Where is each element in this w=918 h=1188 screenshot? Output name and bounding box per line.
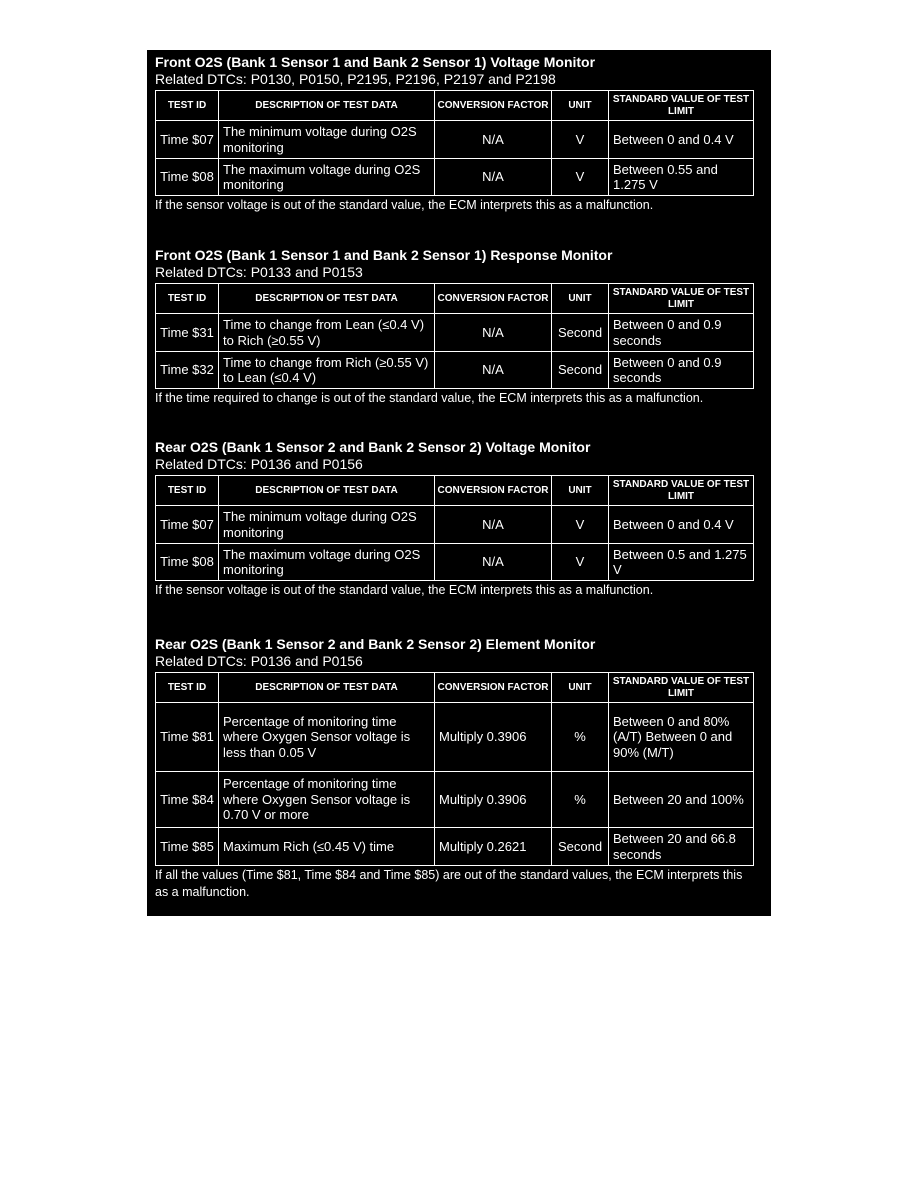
header-conversion-factor: CONVERSION FACTOR [435, 673, 552, 703]
related-dtcs: Related DTCs: P0136 and P0156 [155, 653, 363, 669]
cell-unit: Second [552, 828, 609, 866]
cell-factor: Multiply 0.2621 [435, 828, 552, 866]
cell-description: Time to change from Rich (≥0.55 V) to Lean (≤0.4 V) [219, 352, 435, 389]
table-row [156, 703, 754, 772]
header-unit: UNIT [552, 476, 609, 506]
table-header-row [156, 476, 754, 506]
cell-standard: Between 20 and 66.8 seconds [609, 828, 754, 866]
header-standard-value: STANDARD VALUE OF TEST LIMIT [609, 91, 754, 121]
document-panel [147, 50, 771, 916]
cell-test-id: Time $85 [156, 828, 219, 866]
cell-unit: V [552, 159, 609, 196]
header-test-id: TEST ID [156, 673, 219, 703]
related-dtcs: Related DTCs: P0133 and P0153 [155, 264, 363, 280]
cell-unit: V [552, 506, 609, 544]
table-row [156, 314, 754, 352]
cell-factor: N/A [435, 121, 552, 159]
cell-standard: Between 0 and 80% (A/T) Between 0 and 90% (M/T) [609, 703, 754, 772]
cell-description: The maximum voltage during O2S monitoring [219, 544, 435, 581]
cell-test-id: Time $84 [156, 772, 219, 828]
cell-unit: Second [552, 352, 609, 389]
table-row [156, 544, 754, 581]
cell-description: Percentage of monitoring time where Oxygen Sensor voltage is less than 0.05 V [219, 703, 435, 772]
malfunction-note: If all the values (Time $81, Time $84 and Time $85) are out of the standard values, the ECM interprets this as a malfunction. [155, 868, 743, 899]
malfunction-note: If the sensor voltage is out of the standard value, the ECM interprets this as a malfunction. [155, 583, 654, 597]
cell-unit: % [552, 703, 609, 772]
section-rear-element-monitor [155, 635, 753, 901]
section-title: Rear O2S (Bank 1 Sensor 2 and Bank 2 Sensor 2) Element Monitor [155, 636, 596, 652]
cell-description: Time to change from Lean (≤0.4 V) to Rich (≥0.55 V) [219, 314, 435, 352]
header-description: DESCRIPTION OF TEST DATA [219, 673, 435, 703]
test-data-table [155, 475, 754, 581]
section-title: Front O2S (Bank 1 Sensor 1 and Bank 2 Sensor 1) Voltage Monitor [155, 54, 596, 70]
cell-unit: Second [552, 314, 609, 352]
cell-standard: Between 0 and 0.9 seconds [609, 352, 754, 389]
cell-factor: N/A [435, 352, 552, 389]
cell-factor: N/A [435, 159, 552, 196]
malfunction-note: If the sensor voltage is out of the standard value, the ECM interprets this as a malfunction. [155, 198, 654, 212]
cell-factor: N/A [435, 544, 552, 581]
cell-test-id: Time $07 [156, 506, 219, 544]
header-conversion-factor: CONVERSION FACTOR [435, 476, 552, 506]
header-test-id: TEST ID [156, 91, 219, 121]
cell-unit: V [552, 544, 609, 581]
section-front-voltage-monitor [155, 53, 753, 214]
header-conversion-factor: CONVERSION FACTOR [435, 91, 552, 121]
cell-factor: Multiply 0.3906 [435, 772, 552, 828]
cell-test-id: Time $07 [156, 121, 219, 159]
table-header-row [156, 91, 754, 121]
cell-description: The minimum voltage during O2S monitoring [219, 506, 435, 544]
cell-description: Maximum Rich (≤0.45 V) time [219, 828, 435, 866]
malfunction-note: If the time required to change is out of the standard value, the ECM interprets this as a malfunction. [155, 391, 704, 405]
header-standard-value: STANDARD VALUE OF TEST LIMIT [609, 476, 754, 506]
header-unit: UNIT [552, 673, 609, 703]
test-data-table [155, 672, 754, 866]
table-row [156, 352, 754, 389]
table-row [156, 121, 754, 159]
header-test-id: TEST ID [156, 284, 219, 314]
cell-standard: Between 20 and 100% [609, 772, 754, 828]
section-title: Rear O2S (Bank 1 Sensor 2 and Bank 2 Sensor 2) Voltage Monitor [155, 439, 591, 455]
header-description: DESCRIPTION OF TEST DATA [219, 284, 435, 314]
test-data-table [155, 283, 754, 389]
cell-standard: Between 0.55 and 1.275 V [609, 159, 754, 196]
cell-factor: N/A [435, 506, 552, 544]
cell-standard: Between 0 and 0.9 seconds [609, 314, 754, 352]
header-description: DESCRIPTION OF TEST DATA [219, 91, 435, 121]
header-description: DESCRIPTION OF TEST DATA [219, 476, 435, 506]
table-row [156, 772, 754, 828]
test-data-table [155, 90, 754, 196]
cell-test-id: Time $31 [156, 314, 219, 352]
section-front-response-monitor [155, 246, 753, 407]
section-title: Front O2S (Bank 1 Sensor 1 and Bank 2 Sensor 1) Response Monitor [155, 247, 613, 263]
header-standard-value: STANDARD VALUE OF TEST LIMIT [609, 284, 754, 314]
cell-factor: Multiply 0.3906 [435, 703, 552, 772]
header-standard-value: STANDARD VALUE OF TEST LIMIT [609, 673, 754, 703]
table-row [156, 159, 754, 196]
cell-description: The maximum voltage during O2S monitoring [219, 159, 435, 196]
table-row [156, 828, 754, 866]
cell-factor: N/A [435, 314, 552, 352]
cell-test-id: Time $32 [156, 352, 219, 389]
cell-description: Percentage of monitoring time where Oxygen Sensor voltage is 0.70 V or more [219, 772, 435, 828]
cell-standard: Between 0 and 0.4 V [609, 121, 754, 159]
header-unit: UNIT [552, 284, 609, 314]
cell-test-id: Time $81 [156, 703, 219, 772]
cell-standard: Between 0.5 and 1.275 V [609, 544, 754, 581]
related-dtcs: Related DTCs: P0130, P0150, P2195, P2196, P2197 and P2198 [155, 71, 556, 87]
header-test-id: TEST ID [156, 476, 219, 506]
table-row [156, 506, 754, 544]
header-conversion-factor: CONVERSION FACTOR [435, 284, 552, 314]
cell-unit: V [552, 121, 609, 159]
related-dtcs: Related DTCs: P0136 and P0156 [155, 456, 363, 472]
cell-unit: % [552, 772, 609, 828]
cell-test-id: Time $08 [156, 159, 219, 196]
cell-standard: Between 0 and 0.4 V [609, 506, 754, 544]
header-unit: UNIT [552, 91, 609, 121]
section-rear-voltage-monitor [155, 438, 753, 599]
table-header-row [156, 284, 754, 314]
table-header-row [156, 673, 754, 703]
cell-description: The minimum voltage during O2S monitoring [219, 121, 435, 159]
cell-test-id: Time $08 [156, 544, 219, 581]
